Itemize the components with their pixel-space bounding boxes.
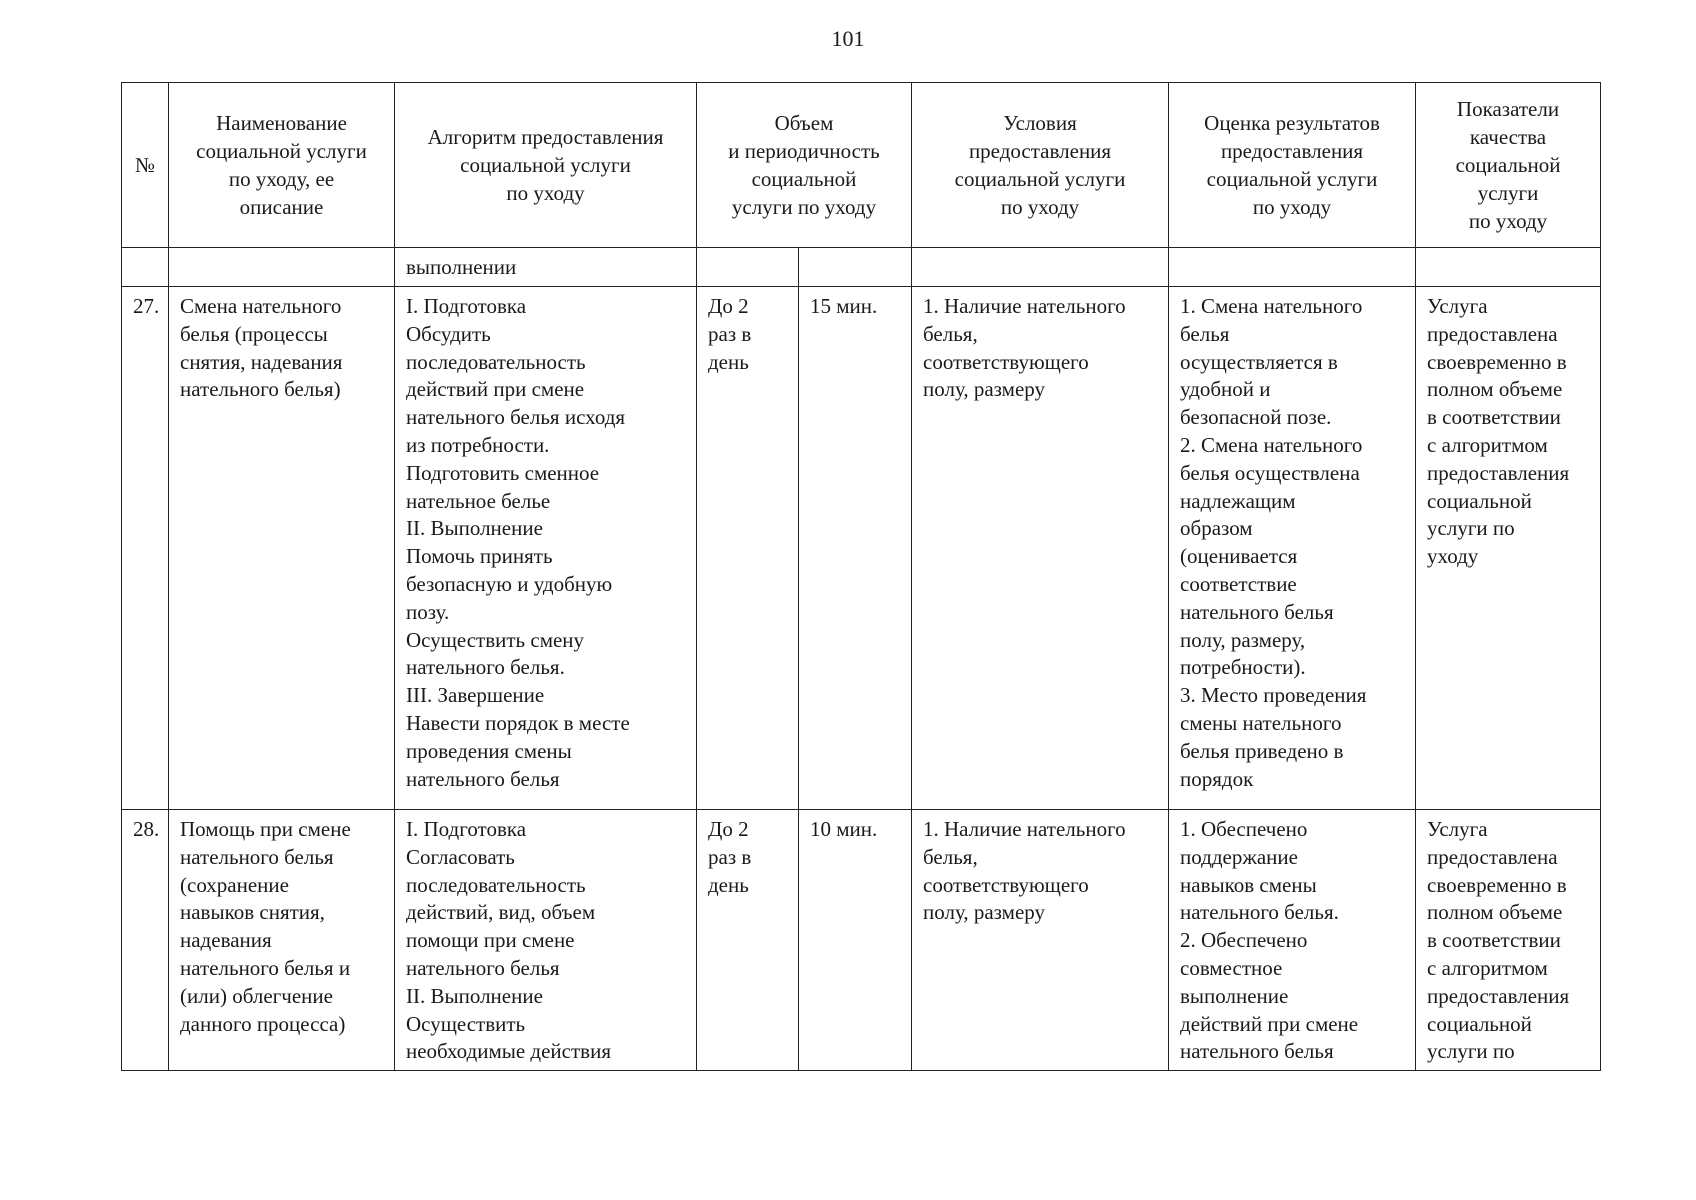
text-line: белья осуществлена bbox=[1180, 460, 1360, 485]
text-line: II. Выполнение bbox=[406, 516, 543, 541]
text-line: из потребности. bbox=[406, 432, 550, 457]
text-line: Смена нательного bbox=[180, 294, 342, 318]
cell-name bbox=[169, 248, 395, 287]
text-line: предоставления bbox=[1427, 983, 1570, 1008]
text-line: 2. Смена нательного bbox=[1180, 432, 1363, 457]
text-line: полном объеме bbox=[1427, 900, 1563, 925]
text-line: белья, bbox=[923, 844, 978, 869]
text-line: последовательность bbox=[406, 872, 586, 897]
text-line: 1. Обеспечено bbox=[1180, 817, 1308, 841]
text-line: снятия, надевания bbox=[180, 349, 343, 374]
text-line: социальной услуги bbox=[1206, 167, 1378, 191]
text-line: осуществляется в bbox=[1180, 349, 1338, 374]
text-line: качества bbox=[1469, 125, 1547, 149]
cell-evaluation bbox=[1169, 810, 1416, 1071]
text-line: своевременно в bbox=[1427, 872, 1567, 897]
text-line: безопасной позе. bbox=[1180, 405, 1332, 430]
cell-quality bbox=[1416, 248, 1601, 287]
text-line: Алгоритм предоставления bbox=[427, 125, 664, 149]
cell-name bbox=[169, 810, 395, 1071]
text-line: белья, bbox=[923, 321, 978, 346]
text-line: полу, размеру bbox=[923, 900, 1046, 925]
text-line: I. Подготовка bbox=[406, 294, 527, 318]
services-table bbox=[121, 82, 1601, 1071]
text-line: I. Подготовка bbox=[406, 817, 527, 841]
text-line: Осуществить смену bbox=[406, 627, 585, 652]
text-line: услуги по bbox=[1427, 1039, 1515, 1064]
cell-duration: 15 мин. bbox=[799, 287, 912, 810]
text-line: описание bbox=[239, 195, 324, 219]
text-line: надлежащим bbox=[1180, 488, 1296, 513]
text-line: нательного белья. bbox=[406, 655, 565, 680]
text-line: нательного белья) bbox=[180, 377, 341, 402]
text-line: удобной и bbox=[1180, 377, 1271, 402]
text-line: Навести порядок в месте bbox=[406, 710, 630, 735]
text-line: Услуга bbox=[1427, 817, 1488, 841]
table-row bbox=[122, 287, 1601, 810]
text-line: предоставления bbox=[1220, 139, 1364, 163]
text-line: полном объеме bbox=[1427, 377, 1563, 402]
text-line: услуги по bbox=[1427, 516, 1515, 541]
cell-algorithm bbox=[395, 810, 697, 1071]
cell-evaluation bbox=[1169, 248, 1416, 287]
text-line: Обсудить bbox=[406, 321, 491, 346]
header-row bbox=[122, 83, 1601, 248]
header-algorithm bbox=[395, 83, 697, 248]
text-line: нательного белья. bbox=[1180, 900, 1339, 925]
cell-frequency bbox=[697, 810, 799, 1071]
text-line: Оценка результатов bbox=[1204, 111, 1380, 135]
text-line: образом bbox=[1180, 516, 1253, 541]
text-line: проведения смены bbox=[406, 738, 572, 763]
header-conditions bbox=[912, 83, 1169, 248]
text-line: нательного белья bbox=[1180, 1039, 1334, 1064]
text-line: с алгоритмом bbox=[1427, 432, 1548, 457]
text-line: по уходу bbox=[1468, 209, 1548, 233]
text-line: белья приведено в bbox=[1180, 738, 1344, 763]
cell-name bbox=[169, 287, 395, 810]
text-line: Условия bbox=[1003, 111, 1077, 135]
cell-evaluation bbox=[1169, 287, 1416, 810]
text-line: Подготовить сменное bbox=[406, 460, 600, 485]
text-line: полу, размеру bbox=[923, 377, 1046, 402]
text-line: уходу bbox=[1427, 544, 1479, 569]
text-line: услуги bbox=[1477, 181, 1539, 205]
text-line: 1. Наличие нательного bbox=[923, 294, 1126, 318]
header-service-name bbox=[169, 83, 395, 248]
text-line: (сохранение bbox=[180, 872, 289, 897]
text-line: по уходу bbox=[1252, 195, 1332, 219]
table-row bbox=[122, 810, 1601, 1071]
text-line: потребности). bbox=[1180, 655, 1306, 680]
text-line: предоставлена bbox=[1427, 321, 1558, 346]
text-line: последовательность bbox=[406, 349, 586, 374]
text-line: предоставлена bbox=[1427, 844, 1558, 869]
text-line: До 2 bbox=[708, 294, 749, 318]
text-line: соответствие bbox=[1180, 571, 1297, 596]
text-line: соответствующего bbox=[923, 872, 1089, 897]
cell-duration bbox=[799, 248, 912, 287]
text-line: раз в bbox=[708, 844, 752, 869]
text-line: нательное белье bbox=[406, 488, 551, 513]
text-line: с алгоритмом bbox=[1427, 955, 1548, 980]
text-line: нательного белья bbox=[406, 766, 560, 791]
text-line: поддержание bbox=[1180, 844, 1298, 869]
text-line: нательного белья и bbox=[180, 955, 351, 980]
text-line: соответствующего bbox=[923, 349, 1089, 374]
continuation-row bbox=[122, 248, 1601, 287]
text-line: предоставления bbox=[968, 139, 1112, 163]
text-line: данного процесса) bbox=[180, 1011, 346, 1036]
text-line: социальной bbox=[1427, 488, 1532, 513]
text-line: социальной bbox=[751, 167, 857, 191]
text-line: социальной услуги bbox=[196, 139, 367, 163]
text-line: в соответствии bbox=[1427, 928, 1561, 953]
text-line: Помочь принять bbox=[406, 544, 553, 569]
text-line: (оценивается bbox=[1180, 544, 1298, 569]
text-line: по уходу bbox=[1000, 195, 1080, 219]
text-line: социальной услуги bbox=[954, 167, 1126, 191]
text-line: раз в bbox=[708, 321, 752, 346]
text-line: и периодичность bbox=[728, 139, 880, 163]
text-line: 1. Смена нательного bbox=[1180, 294, 1363, 318]
cell-num bbox=[122, 248, 169, 287]
text-line: навыков снятия, bbox=[180, 900, 325, 925]
text-line: помощи при смене bbox=[406, 928, 575, 953]
cell-quality bbox=[1416, 810, 1601, 1071]
header-num: № bbox=[122, 83, 169, 248]
text-line: Услуга bbox=[1427, 294, 1488, 318]
text-line: надевания bbox=[180, 928, 272, 953]
text-line: безопасную и удобную bbox=[406, 571, 613, 596]
text-line: по уходу bbox=[506, 181, 585, 205]
text-line: Наименование bbox=[216, 111, 347, 135]
text-line: социальной bbox=[1455, 153, 1561, 177]
text-line: полу, размеру, bbox=[1180, 627, 1306, 652]
cell-duration: 10 мин. bbox=[799, 810, 912, 1071]
page-number: 101 bbox=[831, 26, 865, 51]
text-line: своевременно в bbox=[1427, 349, 1567, 374]
header-volume-frequency bbox=[697, 83, 912, 248]
cell-num: 27. bbox=[122, 287, 169, 810]
text-line: действий при смене bbox=[1180, 1011, 1359, 1036]
text-line: день bbox=[708, 872, 749, 897]
cell-quality bbox=[1416, 287, 1601, 810]
text-line: (или) облегчение bbox=[180, 983, 333, 1008]
cell-frequency bbox=[697, 248, 799, 287]
text-line: белья bbox=[1180, 321, 1230, 346]
cell-algorithm bbox=[395, 287, 697, 810]
text-line: II. Выполнение bbox=[406, 983, 543, 1008]
cell-num: 28. bbox=[122, 810, 169, 1071]
text-line: нательного белья bbox=[1180, 599, 1334, 624]
text-line: позу. bbox=[406, 599, 450, 624]
text-line: Осуществить bbox=[406, 1011, 526, 1036]
text-line: белья (процессы bbox=[180, 321, 328, 346]
text-line: действий, вид, объем bbox=[406, 900, 596, 925]
text-line: Согласовать bbox=[406, 844, 515, 869]
text-line: Объем bbox=[774, 111, 834, 135]
text-line: порядок bbox=[1180, 766, 1254, 791]
cell-algorithm: выполнении bbox=[395, 248, 697, 287]
text-line: 2. Обеспечено bbox=[1180, 928, 1308, 953]
header-quality bbox=[1416, 83, 1601, 248]
text-line: в соответствии bbox=[1427, 405, 1561, 430]
text-line: необходимые действия bbox=[406, 1039, 611, 1064]
text-line: смены нательного bbox=[1180, 710, 1342, 735]
text-line: социальной bbox=[1427, 1011, 1532, 1036]
text-line: нательного белья bbox=[406, 955, 560, 980]
text-line: навыков смены bbox=[1180, 872, 1317, 897]
text-line: социальной услуги bbox=[460, 153, 631, 177]
cell-conditions bbox=[912, 248, 1169, 287]
header-evaluation bbox=[1169, 83, 1416, 248]
text-line: совместное bbox=[1180, 955, 1283, 980]
text-line: услуги по уходу bbox=[731, 195, 877, 219]
text-line: нательного белья bbox=[180, 844, 334, 869]
text-line: по уходу, ее bbox=[228, 167, 335, 191]
text-line: III. Завершение bbox=[406, 683, 545, 708]
text-line: 3. Место проведения bbox=[1180, 683, 1367, 708]
text-line: день bbox=[708, 349, 749, 374]
cell-conditions bbox=[912, 287, 1169, 810]
text-line: действий при смене bbox=[406, 377, 585, 402]
text-line: До 2 bbox=[708, 817, 749, 841]
text-line: Помощь при смене bbox=[180, 817, 351, 841]
cell-conditions bbox=[912, 810, 1169, 1071]
cell-frequency bbox=[697, 287, 799, 810]
text-line: Показатели bbox=[1456, 97, 1560, 121]
text-line: выполнение bbox=[1180, 983, 1289, 1008]
text-line: нательного белья исходя bbox=[406, 405, 626, 430]
text-line: предоставления bbox=[1427, 460, 1570, 485]
text-line: 1. Наличие нательного bbox=[923, 817, 1126, 841]
